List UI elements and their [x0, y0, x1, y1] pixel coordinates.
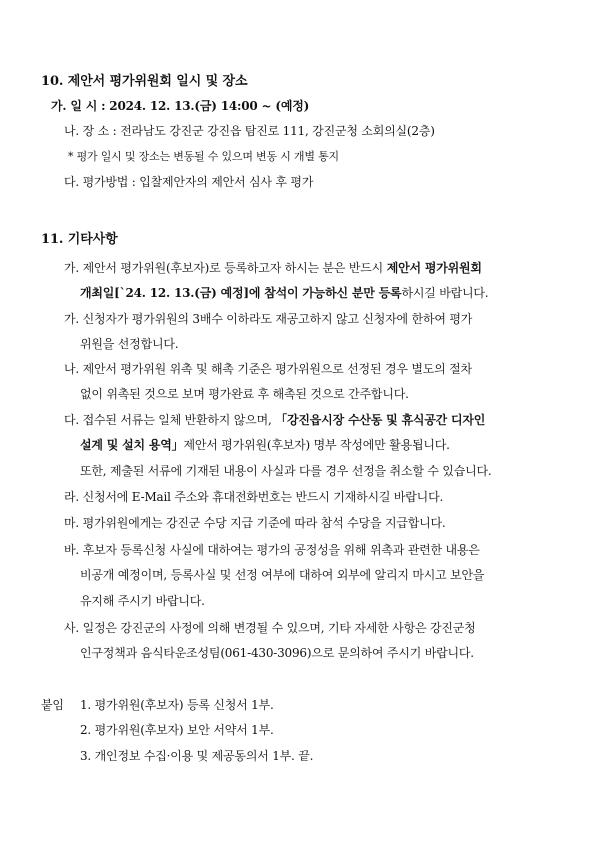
- section-11-item-ga2-line2: 위원을 선정합니다.: [80, 337, 179, 351]
- section-11-item-da-line1: [64, 412, 485, 428]
- section-11-item-ga-line2: [80, 285, 488, 301]
- item-ga-emphasis-cont: 개최일[`24. 12. 13.(금) 예정]에 참석이 가능하신 분만 등록: [80, 286, 402, 300]
- item-da-text-cont: 제안서 평가위원(후보자) 명부 작성에만 활용됩니다.: [183, 438, 450, 452]
- section-10-heading: 10. 제안서 평가위원회 일시 및 장소: [41, 74, 248, 89]
- section-11-item-sa-line1: 사. 일정은 강진군의 사정에 의해 변경될 수 있으며, 기타 자세한 사항은 강진군청: [64, 621, 476, 635]
- section-11-item-sa-line2: 인구정책과 음식타운조성팀(061-430-3096)으로 문의하여 주시기 바랍니다.: [80, 646, 474, 660]
- section-11-item-ba-line2: 비공개 예정이며, 등록사실 및 선정 여부에 대하여 외부에 알리지 마시고 보안을: [80, 568, 485, 582]
- item-da-text: 다. 접수된 서류는 일체 반환하지 않으며,: [64, 413, 276, 427]
- item-ga-emphasis: 제안서 평가위원회: [386, 261, 482, 275]
- section-10-item-location: 나. 장 소 : 전라남도 강진군 강진읍 탐진로 111, 강진군청 소회의실(2층): [64, 124, 435, 138]
- section-11-item-da-line2: [80, 437, 450, 453]
- attachments-label: 붙임: [41, 698, 64, 712]
- item-da-emphasis: 「강진읍시장 수산동 및 휴식공간 디자인: [275, 413, 486, 427]
- section-11-item-ma: 마. 평가위원에게는 강진군 수당 지급 기준에 따라 참석 수당을 지급합니다.: [64, 516, 446, 530]
- attachment-item-2: 2. 평가위원(후보자) 보안 서약서 1부.: [80, 723, 274, 737]
- section-10-item-method: 다. 평가방법 : 입찰제안자의 제안서 심사 후 평가: [64, 175, 314, 189]
- attachment-item-1: 1. 평가위원(후보자) 등록 신청서 1부.: [80, 698, 274, 712]
- item-da-emphasis-cont: 설계 및 설치 용역」: [80, 438, 184, 452]
- section-10-item-datetime: 가. 일 시 : 2024. 12. 13.(금) 14:00 ~ (예정): [51, 99, 310, 113]
- section-11-item-na-line1: 나. 제안서 평가위원 위촉 및 해촉 기준은 평가위원으로 선정된 경우 별도의 절차: [64, 362, 472, 376]
- section-10-note: * 평가 일시 및 장소는 변동될 수 있으며 변동 시 개별 통지: [68, 150, 339, 163]
- section-11-item-ba-line3: 유지해 주시기 바랍니다.: [80, 594, 205, 608]
- section-11-item-ra: 라. 신청서에 E-Mail 주소와 휴대전화번호는 반드시 기재하시길 바랍니다.: [64, 490, 444, 504]
- section-11-item-da-line3: 또한, 제출된 서류에 기재된 내용이 사실과 다를 경우 선정을 취소할 수 있습니다.: [80, 464, 492, 478]
- item-ga-text: 가. 제안서 평가위원(후보자)로 등록하고자 하시는 분은 반드시: [64, 261, 387, 275]
- section-11-item-na-line2: 없이 위촉된 것으로 보며 평가완료 후 해촉된 것으로 간주합니다.: [80, 387, 409, 401]
- item-ga-text-cont: 하시길 바랍니다.: [401, 286, 489, 300]
- section-11-heading: 11. 기타사항: [41, 232, 118, 247]
- section-11-item-ga2-line1: 가. 신청자가 평가위원의 3배수 이하라도 재공고하지 않고 신청자에 한하여 평가: [64, 312, 473, 326]
- attachment-item-3: 3. 개인정보 수집·이용 및 제공동의서 1부. 끝.: [80, 749, 314, 763]
- section-11-item-ga-line1: [64, 260, 482, 276]
- section-11-item-ba-line1: 바. 후보자 등록신청 사실에 대하여는 평가의 공정성을 위해 위촉과 관련한 내용은: [64, 543, 480, 557]
